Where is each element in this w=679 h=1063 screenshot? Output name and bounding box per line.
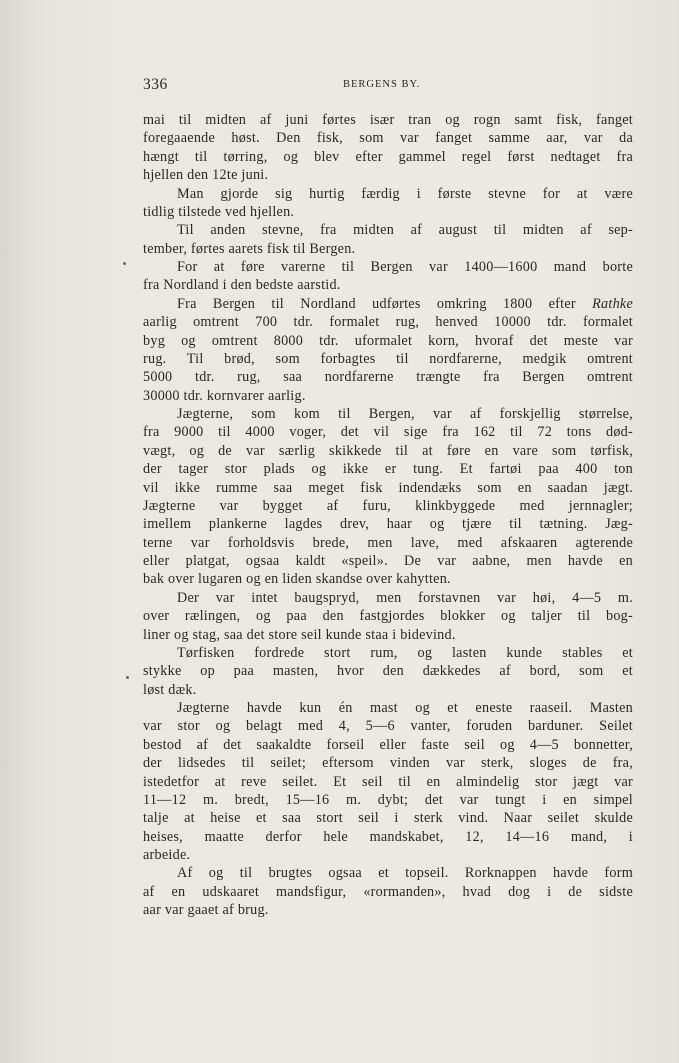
text-line: Tørfisken fordrede stort rum, og lasten kunde stables et — [177, 644, 633, 661]
text-line: stykke op paa masten, hvor den dækkedes af bord, som et — [143, 663, 633, 680]
text-line: løst dæk. — [143, 681, 197, 698]
text-line-with-italic — [143, 295, 633, 313]
text-line: Man gjorde sig hurtig færdig i første stevne for at være — [177, 185, 633, 202]
text-line: rug. Til brød, som forbagtes til nordfarerne, medgik omtrent — [143, 350, 633, 367]
page-header — [143, 76, 633, 98]
text-line: vægt, og de var særlig skikkede til at føre en vare som tørfisk, — [143, 442, 633, 459]
text-line: terne var forholdsvis brede, men lave, med afskaaren agterende — [143, 534, 633, 551]
text-line: der tager stor plads og ikke er tung. Et fartøi paa 400 ton — [143, 461, 633, 478]
text-line: Der var intet baugspryd, men forstavnen var høi, 4—5 m. — [177, 589, 633, 606]
text-line: 30000 tdr. kornvarer aarlig. — [143, 387, 306, 404]
text-line: Jægterne, som kom til Bergen, var af forskjellig størrelse, — [177, 406, 633, 422]
text-line: der lidsedes til seilet; eftersom vinden var sterk, sloges de fra, — [143, 755, 633, 772]
body-text — [143, 111, 633, 920]
text-line: Jægterne var bygget af furu, klinkbyggede med jernnagler; — [143, 497, 633, 514]
text-line: var stor og belagt med 4, 5—6 vanter, foruden barduner. Seilet — [143, 718, 633, 735]
page-number: 336 — [143, 76, 168, 93]
text-line: For at føre varerne til Bergen var 1400—1600 mand borte — [177, 259, 633, 275]
text-line: bestod af det saakaldte forseil eller faste seil og 4—5 bonnetter, — [143, 736, 633, 753]
text-line: 11—12 m. bredt, 15—16 m. dybt; det var tungt i en simpel — [143, 791, 633, 808]
text-line: foregaaende høst. Den fisk, som var fanget samme aar, var da — [143, 130, 633, 147]
running-head: BERGENS BY. — [343, 79, 421, 90]
text-line: heises, maatte derfor hele mandskabet, 12, 14—16 mand, i — [143, 828, 633, 845]
text-line: byg og omtrent 8000 tdr. uformalet korn, hvoraf det meste var — [143, 332, 633, 349]
text-line: eller platgat, ogsaa kaldt «speil». De var aabne, men havde en — [143, 553, 633, 569]
text-line: tember, førtes aarets fisk til Bergen. — [143, 240, 356, 257]
text-line: tidlig tilstede ved hjellen. — [143, 203, 295, 220]
text-line: bak over lugaren og en liden skandse over kahytten. — [143, 571, 451, 588]
text-line: mai til midten af juni førtes især tran og rogn samt fisk, fanget — [143, 112, 633, 128]
text-line: 5000 tdr. rug, saa nordfarerne trængte fra Bergen omtrent — [143, 369, 633, 386]
text-line: Af og til brugtes ogsaa et topseil. Rorknappen havde form — [177, 865, 633, 882]
scan-speck — [123, 262, 126, 265]
text-line: aarlig omtrent 700 tdr. formalet rug, henved 10000 tdr. formalet — [143, 314, 633, 331]
text-line: istedetfor at reve seilet. Et seil til en almindelig stor jægt var — [143, 773, 633, 790]
text-line: vil ikke rumme saa meget fisk indendæks som en saadan jægt. — [143, 479, 633, 496]
text-line: fra 9000 til 4000 voger, det vil sige fra 162 til 72 tons død- — [143, 424, 633, 441]
text-line: af en udskaaret mandsfigur, «rormanden», hvad dog i de sidste — [143, 883, 633, 900]
text-line: Til anden stevne, fra midten af august til midten af sep- — [177, 222, 633, 239]
text-line-start: Fra Bergen til Nordland udførtes omkring 1800 efter — [177, 295, 576, 312]
text-line: over rælingen, og paa den fastgjordes blokker og taljer til bog- — [143, 608, 633, 625]
italic-author-name: Rathke — [592, 295, 634, 312]
text-line: talje at heise et saa stort seil i sterk vind. Naar seilet skulde — [143, 810, 633, 827]
text-line: aar var gaaet af brug. — [143, 902, 269, 919]
text-line: liner og stag, saa det store seil kunde staa i bidevind. — [143, 626, 456, 643]
text-line: hjellen den 12te juni. — [143, 167, 269, 184]
text-line: fra Nordland i den bedste aarstid. — [143, 277, 341, 294]
text-line: arbeide. — [143, 847, 191, 863]
text-line: hængt til tørring, og blev efter gammel regel først nedtaget fra — [143, 148, 633, 165]
scan-speck — [126, 676, 129, 679]
text-line: imellem plankerne lagdes drev, haar og tjære til tætning. Jæg- — [143, 516, 633, 533]
text-line: Jægterne havde kun én mast og et eneste raaseil. Masten — [177, 700, 633, 716]
